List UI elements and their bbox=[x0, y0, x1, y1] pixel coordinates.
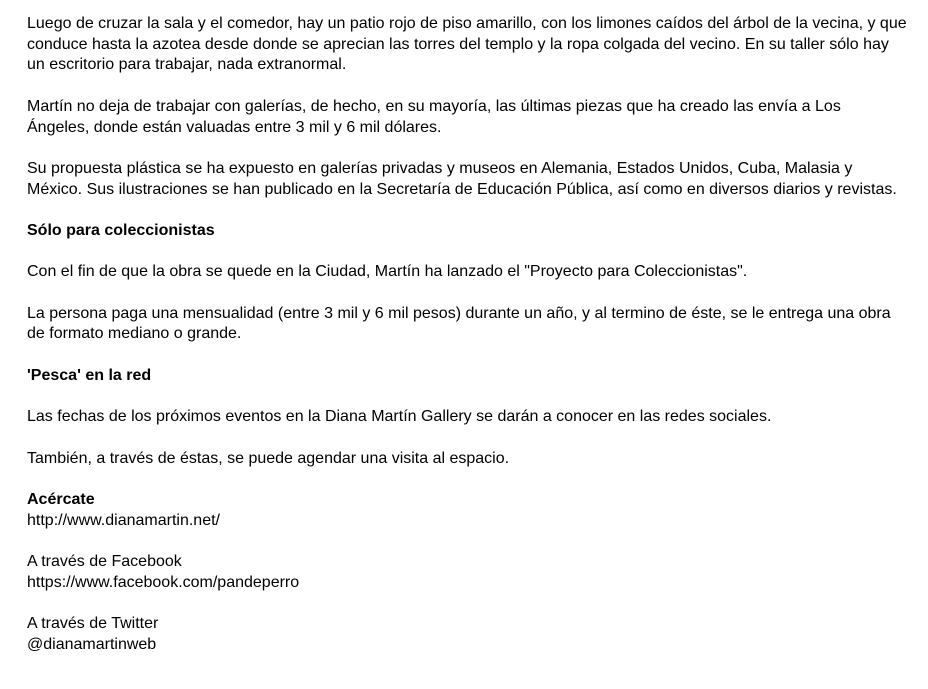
facebook-link[interactable]: https://www.facebook.com/pandeperro bbox=[27, 573, 300, 591]
paragraph-propuesta: Su propuesta plástica se ha expuesto en galerías privadas y museos en Alemania, Estados Unidos, Cuba, Malasia y México. Sus ilustraciones se han publicado en la Secretaría de Educación Pública, así como en diversos diarios y revistas. bbox=[27, 159, 897, 198]
paragraph-proyecto: Con el fin de que la obra se quede en la Ciudad, Martín ha lanzado el "Proyecto para Coleccionistas". bbox=[27, 263, 748, 281]
contact-website-block bbox=[27, 490, 907, 531]
contact-heading: Acércate bbox=[27, 491, 95, 509]
paragraph-patio: Luego de cruzar la sala y el comedor, hay un patio rojo de piso amarillo, con los limones caídos del árbol de la vecina, y que conduce hasta la azotea desde donde se aprecian las torres del templo y la ropa colgada del vecino. En su taller sólo hay un escritorio para trabajar, nada extranormal. bbox=[27, 15, 907, 74]
section-heading-coleccionistas: Sólo para coleccionistas bbox=[27, 221, 215, 239]
twitter-handle[interactable]: @dianamartinweb bbox=[27, 635, 157, 653]
paragraph-galerias: Martín no deja de trabajar con galerías, de hecho, en su mayoría, las últimas piezas que ha creado las envía a Los Ángeles, donde están valuadas entre 3 mil y 6 mil dólares. bbox=[27, 97, 841, 136]
contact-facebook-block bbox=[27, 552, 907, 593]
website-link[interactable]: http://www.dianamartin.net/ bbox=[27, 511, 220, 529]
twitter-label: A través de Twitter bbox=[27, 615, 159, 633]
article-body bbox=[27, 14, 907, 656]
contact-twitter-block bbox=[27, 614, 907, 655]
paragraph-mensualidad: La persona paga una mensualidad (entre 3 mil y 6 mil pesos) durante un año, y al termino de éste, se le entrega una obra de formato mediano o grande. bbox=[27, 304, 891, 343]
paragraph-fechas: Las fechas de los próximos eventos en la Diana Martín Gallery se darán a conocer en las redes sociales. bbox=[27, 408, 772, 426]
paragraph-visita: También, a través de éstas, se puede agendar una visita al espacio. bbox=[27, 449, 510, 467]
facebook-label: A través de Facebook bbox=[27, 553, 182, 571]
section-heading-pesca: 'Pesca' en la red bbox=[27, 366, 152, 384]
